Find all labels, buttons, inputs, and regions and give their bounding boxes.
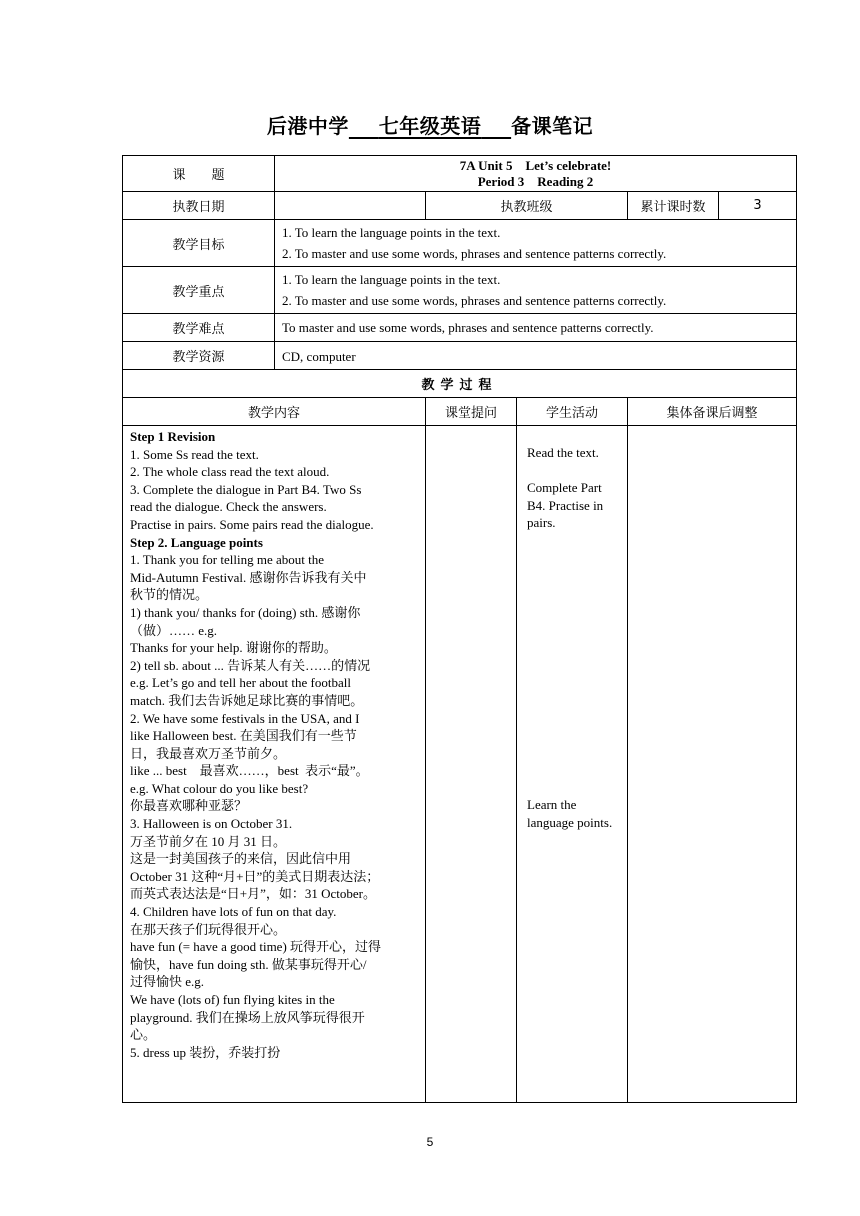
content-line: 而英式表达法是“日+月”，如：31 October。 [130, 886, 376, 902]
content-line: Mid-Autumn Festival. 感谢你告诉我有关中 [130, 569, 367, 585]
title-notes: 备课笔记 [511, 114, 594, 138]
key-points-value [275, 267, 797, 314]
content-line: e.g. What colour do you like best? [130, 780, 309, 796]
content-line: 2. The whole class read the text aloud. [130, 464, 330, 480]
goal-item: 1. To learn the language points in the text. [282, 225, 501, 240]
col-header-questions: 课堂提问 [426, 398, 517, 426]
topic-row [123, 156, 797, 192]
activity-spacer [527, 462, 619, 480]
activity-line: Learn the [527, 796, 577, 812]
lesson-plan-table [122, 155, 797, 1103]
content-line: playground. 我们在操场上放风筝玩得很开 [130, 1009, 365, 1025]
content-line: 愉快，have fun doing sth. 做某事玩得开心/ [130, 956, 367, 972]
content-line: 心。 [130, 1027, 157, 1043]
date-row [123, 192, 797, 220]
title-school: 后港中学 [266, 114, 349, 138]
resources-value: CD, computer [275, 342, 797, 370]
resources-row [123, 342, 797, 370]
resources-label: 教学资源 [123, 342, 275, 370]
topic-line-2: Period 3 Reading 2 [477, 173, 594, 189]
adjustment-cell [628, 426, 797, 1103]
class-label-text: 执教班级 [500, 200, 553, 215]
content-line: 过得愉快 e.g. [130, 974, 205, 990]
process-heading: 教学过程 [123, 370, 797, 398]
title-subject [349, 114, 511, 138]
date-label: 执教日期 [123, 192, 275, 220]
topic-label: 课 题 [123, 156, 275, 192]
class-questions-cell [426, 426, 517, 1103]
goals-value [275, 220, 797, 267]
content-line: October 31 这种“月+日”的美式日期表达法； [130, 868, 380, 884]
class-label [426, 192, 628, 220]
difficult-row [123, 314, 797, 342]
content-line: 1) thank you/ thanks for (doing) sth. 感谢你 [130, 604, 361, 620]
content-line: 1. Thank you for telling me about the [130, 552, 324, 568]
content-line: 2. We have some festivals in the USA, and I [130, 710, 360, 726]
content-line: Practise in pairs. Some pairs read the dialogue. [130, 516, 374, 532]
content-line: match. 我们去告诉她足球比赛的事情吧。 [130, 692, 364, 708]
col-header-content: 教学内容 [123, 398, 426, 426]
activity-line: pairs. [527, 515, 556, 531]
activity-gap [527, 532, 619, 796]
key-point-item: 1. To learn the language points in the text. [282, 272, 501, 287]
step-heading: Step 2. Language points [130, 534, 263, 550]
page-number: 5 [426, 1135, 434, 1149]
hours-value: 3 [719, 192, 797, 220]
content-line: have fun (= have a good time) 玩得开心，过得 [130, 939, 382, 955]
step-heading: Step 1 Revision [130, 429, 216, 444]
process-columns-row [123, 398, 797, 426]
key-points-label: 教学重点 [123, 267, 275, 314]
title-subject-text: 七年级英语 [378, 114, 482, 138]
content-line: 秋节的情况。 [130, 587, 209, 603]
content-line: 5. dress up 装扮，乔装打扮 [130, 1044, 281, 1060]
content-line: 1. Some Ss read the text. [130, 446, 259, 462]
content-line: like Halloween best. 在美国我们有一些节 [130, 728, 357, 744]
content-line: read the dialogue. Check the answers. [130, 499, 327, 515]
col-header-adjust: 集体备课后调整 [628, 398, 797, 426]
content-line: 4. Children have lots of fun on that day. [130, 904, 337, 920]
activity-line: Read the text. [527, 445, 599, 460]
activity-line: language points. [527, 814, 613, 830]
content-line: 3. Complete the dialogue in Part B4. Two Ss [130, 481, 362, 497]
content-line: e.g. Let’s go and tell her about the football [130, 675, 351, 691]
content-line: 万圣节前夕在 10 月 31 日。 [130, 833, 287, 849]
topic-line-1: 7A Unit 5 Let’s celebrate! [459, 157, 612, 173]
student-activities-cell [517, 426, 628, 1103]
process-body-row [123, 426, 797, 1103]
hours-label: 累计课时数 [628, 192, 719, 220]
content-line: 这是一封美国孩子的来信，因此信中用 [130, 851, 352, 867]
col-header-activities: 学生活动 [517, 398, 628, 426]
goals-label: 教学目标 [123, 220, 275, 267]
content-line: like ... best 最喜欢……，best 表示“最”。 [130, 763, 369, 779]
content-line: 在那天孩子们玩得很开心。 [130, 921, 287, 937]
content-line: 你最喜欢哪种亚瑟？ [130, 798, 248, 814]
teaching-content-cell [123, 426, 426, 1103]
process-heading-row [123, 370, 797, 398]
content-line: 3. Halloween is on October 31. [130, 816, 293, 832]
content-line: （做）…… e.g. [130, 622, 218, 638]
page-title [0, 110, 860, 139]
difficult-label: 教学难点 [123, 314, 275, 342]
key-point-item: 2. To master and use some words, phrases and sentence patterns correctly. [282, 293, 667, 308]
goals-row [123, 220, 797, 267]
activity-line: Complete Part [527, 480, 602, 496]
content-line: 日，我最喜欢万圣节前夕。 [130, 745, 287, 761]
key-points-row [123, 267, 797, 314]
content-line: 2) tell sb. about ... 告诉某人有关……的情况 [130, 657, 371, 673]
content-line: We have (lots of) fun flying kites in the [130, 992, 335, 1007]
content-line: Thanks for your help. 谢谢你的帮助。 [130, 640, 337, 656]
date-value [275, 192, 426, 220]
goal-item: 2. To master and use some words, phrases and sentence patterns correctly. [282, 246, 667, 261]
topic-value [275, 156, 797, 192]
difficult-value: To master and use some words, phrases and sentence patterns correctly. [275, 314, 797, 342]
activity-line: B4. Practise in [527, 497, 604, 513]
